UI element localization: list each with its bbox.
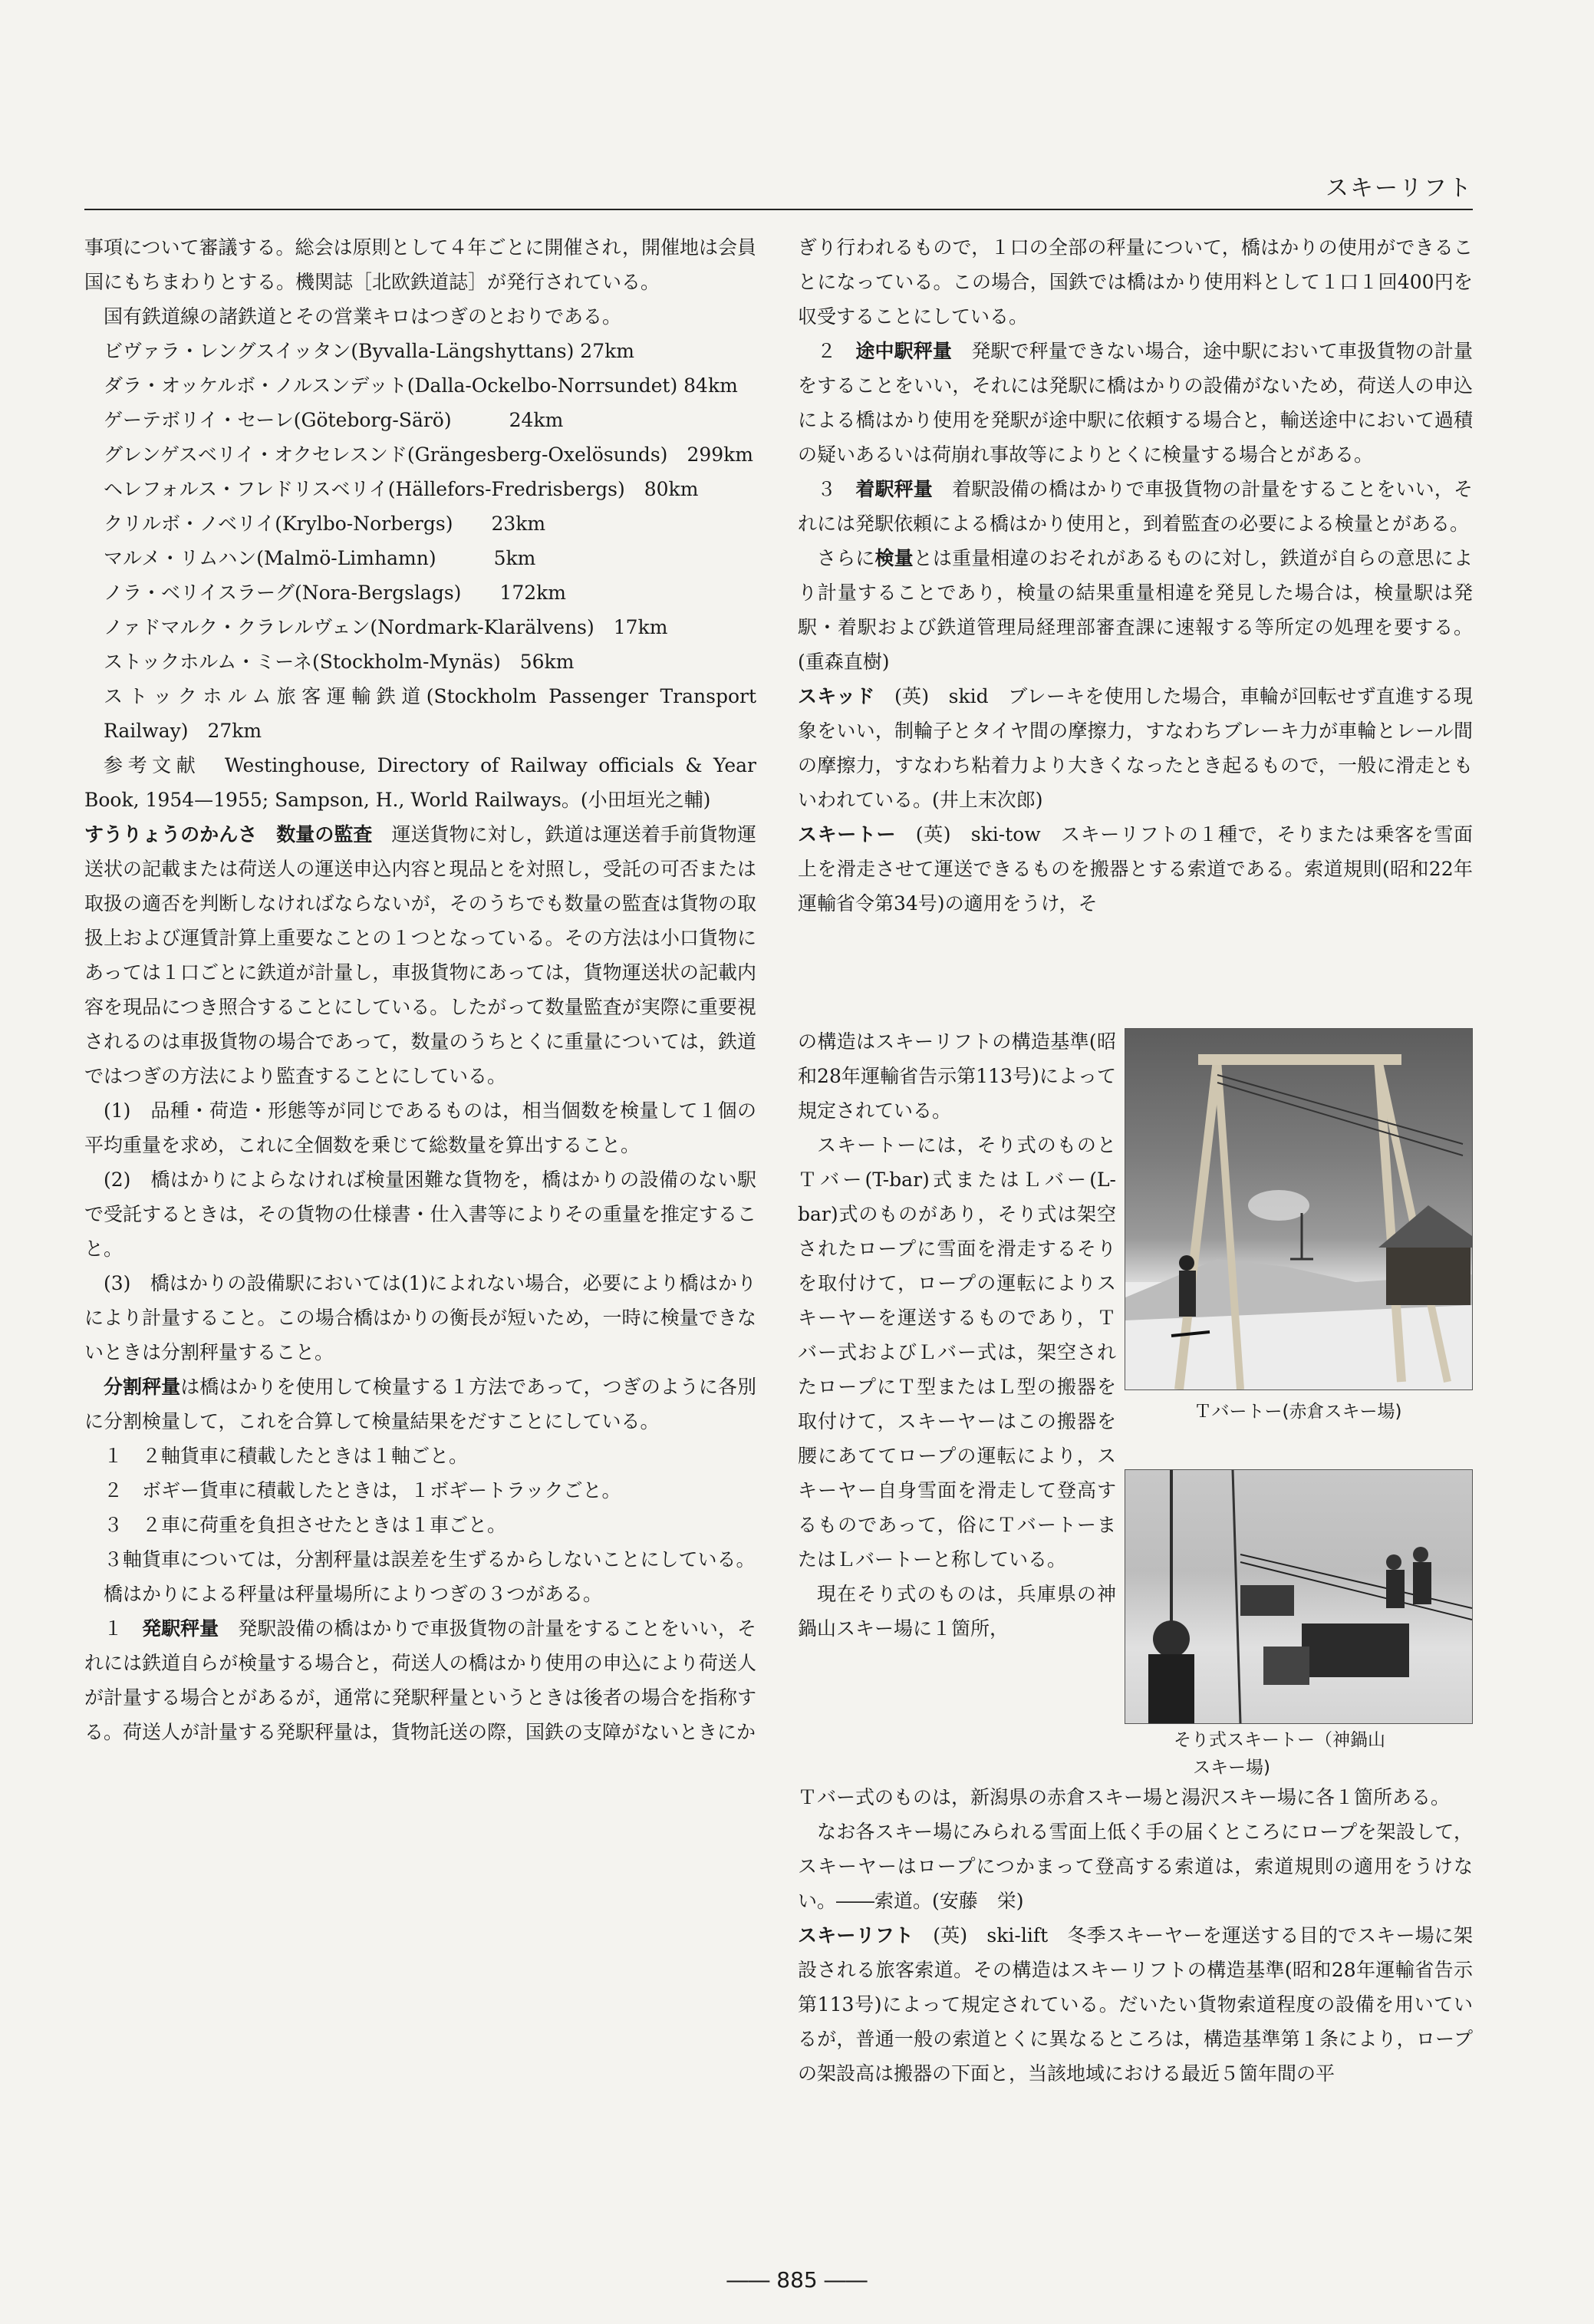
entry-body: (英) skid ブレーキを使用した場合，車輪が回転せず直進する現象をいい，制輪子とタイヤ間の摩擦力，すなわちブレーキ力が車輪とレール間の摩擦力，すなわち粘着力より大きくなったとき起るもので，一般に滑走ともいわれている。(井上末次郎) <box>798 685 1473 811</box>
caption-line: そり式スキートー（神鍋山 <box>1174 1730 1385 1750</box>
photo-caption-sled <box>1174 1726 1480 1782</box>
paragraph <box>84 1611 756 1749</box>
railway-line: グレンゲスベリイ・オクセレスンド(Grängesberg-Oxelösunds) 299km <box>104 443 754 466</box>
paragraph: なお各スキー場にみられる雪面上低く手の届くところにロープを架設して，スキーヤーはロープにつかまって登高する索道は，索道規則の適用をうけない。――索道。(安藤 栄) <box>798 1821 1473 1912</box>
entry-body: 運送貨物に対し，鉄道は運送着手前貨物運送状の記載または荷送人の運送申込内容と現品とを対照し，受託の可否または取扱の適否を判断しなければならないが，そのうちでも数量の監査は貨物の取扱上および運賃計算上重要なことの１つとなっている。その方法は小口貨物にあっては１口ごとに鉄道が計量し，車扱貨物にあっては，貨物運送状の記載内容を現品につき照合することにしている。したがって数量監査が実際に重要視されるのは車扱貨物の場合であって，数量のうちとくに重量については，鉄道ではつぎの方法により監査することにしている。 <box>84 823 756 1087</box>
term: 検量 <box>874 547 914 569</box>
entry-skid <box>798 679 1473 817</box>
left-column <box>84 230 756 1749</box>
entry-heading: スキートー <box>798 823 897 846</box>
item-number: ２ <box>817 340 856 362</box>
entry-heading: スキーリフト <box>798 1924 914 1947</box>
t-bar-tow-illustration <box>1125 1029 1472 1389</box>
item-number: ３ <box>817 478 856 500</box>
entry-ski-tow <box>798 817 1473 921</box>
paragraph: スキートーには，そり式のものとＴバー(T-bar)式またはＬバー(L-bar)式のものがあり，そり式は架空されたロープに雪面を滑走するそりを取付けて，ロープの運転によりスキーヤーを運送するものであり，Ｔバー式およびＬバー式は，架空されたロープにＴ型またはＬ型の搬器を取付けて，スキーヤーはこの搬器を腰にあててロープの運転により，スキーヤー自身雪面を滑走して登高するものであって，俗にＴバートーまたはＬバートーと称している。 <box>798 1134 1116 1571</box>
paragraph: 橋はかりによる秤量は秤量場所によりつぎの３つがある。 <box>104 1583 603 1605</box>
term: 着駅秤量 <box>855 478 933 500</box>
railway-line: ヘレフォルス・フレドリスベリイ(Hällefors-Fredrisbergs) 80km <box>104 478 699 500</box>
paragraph: Ｔバー式のものは，新潟県の赤倉スキー場と湯沢スキー場に各１箇所ある。 <box>798 1786 1451 1808</box>
railway-line: ストックホルム・ミーネ(Stockholm-Mynäs) 56km <box>104 651 575 673</box>
paragraph: の構造はスキーリフトの構造基準(昭和28年運輸省告示第113号)によって規定されている。 <box>798 1030 1116 1122</box>
right-column-lower <box>798 1780 1473 2091</box>
photo-sled-tow <box>1125 1469 1473 1724</box>
item-number: １ <box>104 1617 143 1640</box>
railway-line: ゲーテボリイ・セーレ(Göteborg-Särö) 24km <box>104 409 564 431</box>
entry-body: (英) ski-lift 冬季スキーヤーを運送する目的でスキー場に架設される旅客索道。その構造はスキーリフトの構造基準(昭和28年運輸省告示第113号)によって規定されている。だいたい貨物索道程度の設備を用いているが，普通一般の索道とくに異なるところは，構造基準第１条により，ロープの架設高は搬器の下面と，当該地域における最近５箇年間の平 <box>798 1924 1473 2085</box>
text: さらに <box>817 547 875 569</box>
paragraph <box>84 1370 756 1439</box>
railway-line: ストックホルム旅客運輸鉄道(Stockholm Passenger Transport Railway) 27km <box>104 685 756 742</box>
header-rule <box>84 209 1473 210</box>
list-item: ３ ２車に荷重を負担させたときは１車ごと。 <box>104 1514 507 1536</box>
railway-line: ダラ・オッケルボ・ノルスンデット(Dalla-Ockelbo-Norrsundet) 84km <box>104 374 738 397</box>
caption-line: スキー場) <box>1193 1758 1270 1778</box>
term-body: 発駅で秤量できない場合，途中駅において車扱貨物の計量をすることをいい，それには発駅に橋はかりの設備がないため，荷送人の申込による橋はかり使用を発駅が途中駅に依頼する場合と，輸送途中において過積の疑いあるいは荷崩れ事故等によりとくに検量する場合とがある。 <box>798 340 1473 466</box>
paragraph: 現在そり式のものは，兵庫県の神鍋山スキー場に１箇所， <box>798 1583 1116 1640</box>
railway-line: ノァドマルク・クラレルヴェン(Nordmark-Klarälvens) 17km <box>104 616 668 638</box>
page-number: ―― 885 ―― <box>726 2267 868 2293</box>
paragraph: 事項について審議する。総会は原則として４年ごとに開催され，開催地は会員国にもちまわりとする。機関誌［北欧鉄道誌］が発行されている。 <box>84 236 757 293</box>
list-item: (3) 橋はかりの設備駅においては(1)によれない場合，必要により橋はかりにより計量すること。この場合橋はかりの衡長が短いため，一時に検量できないときは分割秤量すること。 <box>84 1272 756 1363</box>
paragraph: 国有鉄道線の諸鉄道とその営業キロはつぎのとおりである。 <box>104 305 622 328</box>
term-body: は橋はかりを使用して検量する１方法であって，つぎのように各別に分割検量して，これを合算して検量結果をだすことにしている。 <box>84 1376 756 1432</box>
paragraph: ぎり行われるもので，１口の全部の秤量について，橋はかりの使用ができることになっている。この場合，国鉄では橋はかり使用料として１口１回400円を収受することにしている。 <box>798 236 1473 328</box>
ski-tow-wrapped-text <box>798 1024 1116 1646</box>
paragraph <box>798 334 1473 472</box>
paragraph <box>798 472 1473 541</box>
term: 途中駅秤量 <box>855 340 953 362</box>
paragraph <box>798 541 1473 679</box>
entry-suryo-no-kansa <box>84 817 756 1093</box>
railway-line: ノラ・ベリイスラーグ(Nora-Bergslags) 172km <box>104 582 566 604</box>
term: 発駅秤量 <box>142 1617 219 1640</box>
entry-heading: スキッド <box>798 685 875 707</box>
paragraph: ３軸貨車については，分割秤量は誤差を生ずるからしないことにしている。 <box>104 1548 756 1571</box>
list-item: (1) 品種・荷造・形態等が同じであるものは，相当個数を検量して１個の平均重量を求め，これに全個数を乗じて総数量を算出すること。 <box>84 1099 756 1156</box>
railway-line: ビヴァラ・レングスイッタン(Byvalla-Längshyttans) 27km <box>104 340 634 362</box>
list-item: １ ２軸貨車に積載したときは１軸ごと。 <box>104 1445 469 1467</box>
railway-line: マルメ・リムハン(Malmö-Limhamn) 5km <box>104 547 536 569</box>
entry-body: (英) ski-tow スキーリフトの１種で，そりまたは乗客を雪面上を滑走させて運送できるものを搬器とする索道である。索道規則(昭和22年運輸省令第34号)の適用をうけ，そ <box>798 823 1473 915</box>
running-head: スキーリフト <box>1326 175 1473 202</box>
photo-caption-t-bar: Ｔバートー(赤倉スキー場) <box>1194 1402 1402 1422</box>
sled-tow-illustration <box>1125 1470 1472 1723</box>
photo-t-bar-tow <box>1125 1028 1473 1390</box>
list-item: ２ ボギー貨車に積載したときは，１ボギートラックごと。 <box>104 1479 621 1502</box>
term: 分割秤量 <box>104 1376 181 1398</box>
term-body: とは重量相違のおそれがあるものに対し，鉄道が自らの意思により計量することであり，検量の結果重量相違を発見した場合は，検量駅は発駅・着駅および鉄道管理局経理部審査課に速報する等所定の処理を要する。(重森直樹) <box>798 547 1473 673</box>
railway-line: クリルボ・ノベリイ(Krylbo-Norbergs) 23km <box>104 513 546 535</box>
right-column-upper <box>798 230 1473 921</box>
entry-heading: すうりょうのかんさ 数量の監査 <box>84 823 373 846</box>
list-item: (2) 橋はかりによらなければ検量困難な貨物を，橋はかりの設備のない駅で受託するときは，その貨物の仕様書・仕入書等によりその重量を推定すること。 <box>84 1169 756 1260</box>
term-body: 発駅設備の橋はかりで車扱貨物の計量をすることをいい，それには鉄道自らが検量する場合と，荷送人の橋はかり使用の申込により荷送人が計量する場合とがあるが，通常に発駅秤量というときは後者の場合を指称する。荷送人が計量する発駅秤量は，貨物託送の際，国鉄の支障がないときにか <box>84 1617 756 1743</box>
entry-ski-lift <box>798 1918 1473 2091</box>
term-body: 着駅設備の橋はかりで車扱貨物の計量をすることをいい，それには発駅依頼による橋はかり使用と，到着監査の必要による検量とがある。 <box>798 478 1473 535</box>
references: 参考文献 Westinghouse, Directory of Railway officials & Year Book, 1954—1955; Sampson, H., World Railways。(小田垣光之輔) <box>84 754 756 811</box>
